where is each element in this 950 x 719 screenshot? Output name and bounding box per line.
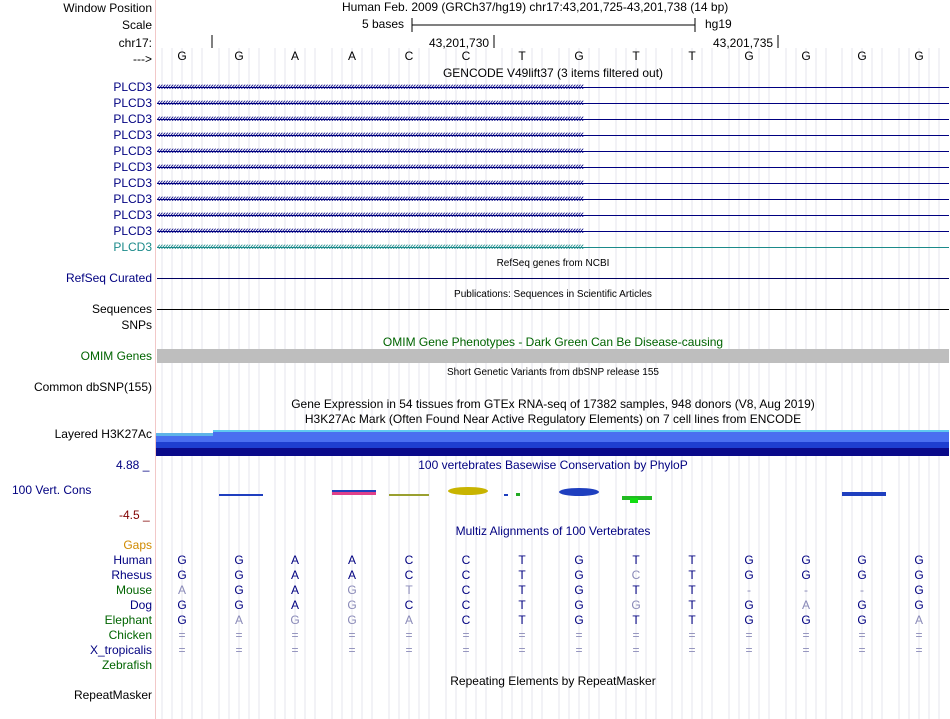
alignment-base: T [518, 613, 526, 627]
alignment-base: A [177, 583, 186, 597]
gencode-gene-label[interactable]: PLCD3 [113, 240, 152, 254]
alignment-base: = [518, 628, 526, 642]
alignment-base: A [234, 613, 243, 627]
alignment-base: G [631, 598, 641, 612]
alignment-base: G [914, 553, 924, 567]
alignment-base: = [518, 643, 526, 657]
alignment-base: = [235, 628, 243, 642]
alignment-base: G [574, 568, 584, 582]
gencode-gene-label[interactable]: PLCD3 [113, 80, 152, 94]
alignment-base: G [574, 553, 584, 567]
sequence-base: C [461, 49, 471, 63]
conservation-label[interactable]: 100 Vert. Cons [12, 483, 92, 497]
gencode-transcript[interactable]: ‹‹‹‹‹‹‹‹‹‹‹‹‹‹‹‹‹‹‹‹‹‹‹‹‹‹‹‹‹‹‹‹‹‹‹‹‹‹‹‹‹‹‹‹‹‹‹‹‹‹‹‹‹‹‹‹‹‹‹‹‹‹‹‹‹‹‹‹‹‹‹‹‹‹‹‹‹‹‹‹‹‹‹‹‹‹‹‹‹‹‹‹‹‹‹‹‹‹‹‹‹‹‹‹‹‹‹‹‹‹‹‹‹‹‹‹‹‹‹‹‹‹‹‹‹‹‹‹‹‹‹‹‹‹‹‹‹‹‹‹‹‹‹‹‹‹‹‹‹‹‹‹‹‹‹‹‹‹‹‹ [157, 161, 949, 174]
refseq-label[interactable]: RefSeq Curated [65, 271, 152, 285]
alignment-base: T [632, 583, 640, 597]
alignment-base: T [688, 583, 696, 597]
alignment-base: - [860, 583, 864, 597]
conservation-min: -4.5 _ [119, 508, 150, 522]
alignment-base: A [347, 553, 356, 567]
scale-assembly: hg19 [705, 17, 732, 31]
alignment-base: T [405, 583, 413, 597]
alignment-base: = [178, 628, 186, 642]
label-separator [155, 0, 156, 719]
alignment-base: T [518, 598, 526, 612]
alignment-base: G [801, 553, 811, 567]
gencode-transcript[interactable]: ‹‹‹‹‹‹‹‹‹‹‹‹‹‹‹‹‹‹‹‹‹‹‹‹‹‹‹‹‹‹‹‹‹‹‹‹‹‹‹‹‹‹‹‹‹‹‹‹‹‹‹‹‹‹‹‹‹‹‹‹‹‹‹‹‹‹‹‹‹‹‹‹‹‹‹‹‹‹‹‹‹‹‹‹‹‹‹‹‹‹‹‹‹‹‹‹‹‹‹‹‹‹‹‹‹‹‹‹‹‹‹‹‹‹‹‹‹‹‹‹‹‹‹‹‹‹‹‹‹‹‹‹‹‹‹‹‹‹‹‹‹‹‹‹‹‹‹‹‹‹‹‹‹‹‹‹‹‹‹‹ [157, 81, 949, 94]
alignment-base: - [747, 583, 751, 597]
gencode-transcript[interactable]: ‹‹‹‹‹‹‹‹‹‹‹‹‹‹‹‹‹‹‹‹‹‹‹‹‹‹‹‹‹‹‹‹‹‹‹‹‹‹‹‹‹‹‹‹‹‹‹‹‹‹‹‹‹‹‹‹‹‹‹‹‹‹‹‹‹‹‹‹‹‹‹‹‹‹‹‹‹‹‹‹‹‹‹‹‹‹‹‹‹‹‹‹‹‹‹‹‹‹‹‹‹‹‹‹‹‹‹‹‹‹‹‹‹‹‹‹‹‹‹‹‹‹‹‹‹‹‹‹‹‹‹‹‹‹‹‹‹‹‹‹‹‹‹‹‹‹‹‹‹‹‹‹‹‹‹‹‹‹‹‹ [157, 113, 949, 126]
alignment-base: G [347, 583, 357, 597]
gencode-gene-label[interactable]: PLCD3 [113, 128, 152, 142]
alignment-base: = [858, 643, 866, 657]
alignment-base: G [744, 568, 754, 582]
alignment-base: = [291, 643, 299, 657]
alignment-base: G [177, 598, 187, 612]
alignment-base: = [348, 628, 356, 642]
alignment-base: C [404, 553, 414, 567]
alignment-base: G [177, 568, 187, 582]
sequence-base: A [347, 49, 356, 63]
alignment-base: G [177, 613, 187, 627]
sequence-base: T [632, 49, 640, 63]
h3k27ac-label[interactable]: Layered H3K27Ac [54, 427, 152, 441]
alignment-base: A [914, 613, 923, 627]
alignment-base: = [688, 628, 696, 642]
alignment-base: C [461, 613, 471, 627]
sequence-base: C [404, 49, 414, 63]
sequence-base: T [518, 49, 526, 63]
alignment-base: G [857, 553, 867, 567]
alignment-base: G [234, 553, 244, 567]
alignment-base: G [234, 598, 244, 612]
alignment-base: = [575, 628, 583, 642]
coord-label-2: 43,201,735 [713, 36, 774, 50]
alignment-base: = [405, 628, 413, 642]
alignment-base: G [914, 598, 924, 612]
window-position-label: Window Position [63, 1, 152, 15]
alignment-base: = [688, 643, 696, 657]
window-position-text: Human Feb. 2009 (GRCh37/hg19) chr17:43,201,725-43,201,738 (14 bp) [342, 0, 729, 14]
alignment-base: G [857, 598, 867, 612]
species-label[interactable]: Rhesus [111, 568, 152, 582]
alignment-base: = [915, 643, 923, 657]
sequence-base: A [290, 49, 299, 63]
gencode-gene-label[interactable]: PLCD3 [113, 96, 152, 110]
sequence-base: T [688, 49, 696, 63]
alignment-base: - [804, 583, 808, 597]
gencode-transcript[interactable]: ‹‹‹‹‹‹‹‹‹‹‹‹‹‹‹‹‹‹‹‹‹‹‹‹‹‹‹‹‹‹‹‹‹‹‹‹‹‹‹‹‹‹‹‹‹‹‹‹‹‹‹‹‹‹‹‹‹‹‹‹‹‹‹‹‹‹‹‹‹‹‹‹‹‹‹‹‹‹‹‹‹‹‹‹‹‹‹‹‹‹‹‹‹‹‹‹‹‹‹‹‹‹‹‹‹‹‹‹‹‹‹‹‹‹‹‹‹‹‹‹‹‹‹‹‹‹‹‹‹‹‹‹‹‹‹‹‹‹‹‹‹‹‹‹‹‹‹‹‹‹‹‹‹‹‹‹‹‹‹‹ [157, 129, 949, 142]
sequence-base: G [744, 49, 754, 63]
gencode-transcript[interactable]: ‹‹‹‹‹‹‹‹‹‹‹‹‹‹‹‹‹‹‹‹‹‹‹‹‹‹‹‹‹‹‹‹‹‹‹‹‹‹‹‹‹‹‹‹‹‹‹‹‹‹‹‹‹‹‹‹‹‹‹‹‹‹‹‹‹‹‹‹‹‹‹‹‹‹‹‹‹‹‹‹‹‹‹‹‹‹‹‹‹‹‹‹‹‹‹‹‹‹‹‹‹‹‹‹‹‹‹‹‹‹‹‹‹‹‹‹‹‹‹‹‹‹‹‹‹‹‹‹‹‹‹‹‹‹‹‹‹‹‹‹‹‹‹‹‹‹‹‹‹‹‹‹‹‹‹‹‹‹‹‹ [157, 193, 949, 206]
alignment-base: G [177, 553, 187, 567]
alignment-base: G [857, 568, 867, 582]
alignment-base: C [461, 583, 471, 597]
publications-label[interactable]: Sequences [91, 302, 152, 316]
sequence-base: G [914, 49, 924, 63]
gencode-gene-label[interactable]: PLCD3 [113, 224, 152, 238]
species-label[interactable]: Mouse [115, 583, 152, 597]
gencode-transcript[interactable]: ‹‹‹‹‹‹‹‹‹‹‹‹‹‹‹‹‹‹‹‹‹‹‹‹‹‹‹‹‹‹‹‹‹‹‹‹‹‹‹‹‹‹‹‹‹‹‹‹‹‹‹‹‹‹‹‹‹‹‹‹‹‹‹‹‹‹‹‹‹‹‹‹‹‹‹‹‹‹‹‹‹‹‹‹‹‹‹‹‹‹‹‹‹‹‹‹‹‹‹‹‹‹‹‹‹‹‹‹‹‹‹‹‹‹‹‹‹‹‹‹‹‹‹‹‹‹‹‹‹‹‹‹‹‹‹‹‹‹‹‹‹‹‹‹‹‹‹‹‹‹‹‹‹‹‹‹‹‹‹‹ [157, 209, 949, 222]
alignment-base: G [914, 583, 924, 597]
dbsnp-title[interactable]: Short Genetic Variants from dbSNP release 155 [447, 367, 659, 378]
tick-mark [210, 34, 214, 50]
alignment-base: G [857, 613, 867, 627]
h3k27ac-title[interactable]: H3K27Ac Mark (Often Found Near Active Regulatory Elements) on 7 cell lines from ENCODE [304, 412, 802, 426]
tick-mark [492, 34, 496, 50]
omim-label[interactable]: OMIM Genes [80, 349, 152, 363]
alignment-base: = [405, 643, 413, 657]
scale-text: 5 bases [362, 17, 405, 31]
gencode-title[interactable]: GENCODE V49lift37 (3 items filtered out) [442, 66, 664, 80]
omim-gene-bar[interactable] [157, 349, 949, 363]
tick-mark [776, 34, 780, 50]
gencode-gene-label[interactable]: PLCD3 [113, 144, 152, 158]
h3k27ac-signal[interactable] [156, 429, 949, 456]
alignment-base: = [915, 628, 923, 642]
alignment-base: = [178, 643, 186, 657]
alignment-base: T [688, 613, 696, 627]
alignment-base: G [347, 613, 357, 627]
alignment-base: A [290, 553, 299, 567]
alignment-base: = [575, 643, 583, 657]
scale-bar [410, 16, 700, 34]
omim-title[interactable]: OMIM Gene Phenotypes - Dark Green Can Be Disease-causing [382, 335, 724, 349]
gencode-transcript[interactable]: ‹‹‹‹‹‹‹‹‹‹‹‹‹‹‹‹‹‹‹‹‹‹‹‹‹‹‹‹‹‹‹‹‹‹‹‹‹‹‹‹‹‹‹‹‹‹‹‹‹‹‹‹‹‹‹‹‹‹‹‹‹‹‹‹‹‹‹‹‹‹‹‹‹‹‹‹‹‹‹‹‹‹‹‹‹‹‹‹‹‹‹‹‹‹‹‹‹‹‹‹‹‹‹‹‹‹‹‹‹‹‹‹‹‹‹‹‹‹‹‹‹‹‹‹‹‹‹‹‹‹‹‹‹‹‹‹‹‹‹‹‹‹‹‹‹‹‹‹‹‹‹‹‹‹‹‹‹‹‹‹ [157, 145, 949, 158]
sequence-direction-label: ---> [133, 52, 152, 66]
alignment-base: G [744, 553, 754, 567]
alignment-base: G [234, 568, 244, 582]
conservation-title[interactable]: 100 vertebrates Basewise Conservation by PhyloP [418, 458, 688, 472]
sequence-base: G [177, 49, 187, 63]
alignment-base: T [518, 553, 526, 567]
alignment-base: T [688, 568, 696, 582]
alignment-base: A [290, 568, 299, 582]
alignment-base: C [404, 598, 414, 612]
gtex-title[interactable]: Gene Expression in 54 tissues from GTEx RNA-seq of 17382 samples, 948 donors (V8, Aug 2019) [291, 397, 815, 411]
alignment-base: T [632, 553, 640, 567]
sequence-base: G [857, 49, 867, 63]
alignment-base: A [290, 598, 299, 612]
scale-label: Scale [121, 18, 152, 32]
alignment-base: = [462, 643, 470, 657]
alignment-base: G [574, 613, 584, 627]
alignment-base: A [801, 598, 810, 612]
gencode-gene-label[interactable]: PLCD3 [113, 112, 152, 126]
gencode-transcript[interactable]: ‹‹‹‹‹‹‹‹‹‹‹‹‹‹‹‹‹‹‹‹‹‹‹‹‹‹‹‹‹‹‹‹‹‹‹‹‹‹‹‹‹‹‹‹‹‹‹‹‹‹‹‹‹‹‹‹‹‹‹‹‹‹‹‹‹‹‹‹‹‹‹‹‹‹‹‹‹‹‹‹‹‹‹‹‹‹‹‹‹‹‹‹‹‹‹‹‹‹‹‹‹‹‹‹‹‹‹‹‹‹‹‹‹‹‹‹‹‹‹‹‹‹‹‹‹‹‹‹‹‹‹‹‹‹‹‹‹‹‹‹‹‹‹‹‹‹‹‹‹‹‹‹‹‹‹‹‹‹‹‹ [157, 241, 949, 254]
gencode-gene-label[interactable]: PLCD3 [113, 192, 152, 206]
snps-label[interactable]: SNPs [121, 318, 152, 332]
alignment-base: = [348, 643, 356, 657]
sequence-base: G [801, 49, 811, 63]
alignment-base: G [744, 613, 754, 627]
alignment-base: = [235, 643, 243, 657]
sequence-base: G [574, 49, 584, 63]
refseq-line [157, 278, 949, 279]
alignment-base: T [688, 553, 696, 567]
alignment-base: = [802, 628, 810, 642]
gencode-transcript[interactable]: ‹‹‹‹‹‹‹‹‹‹‹‹‹‹‹‹‹‹‹‹‹‹‹‹‹‹‹‹‹‹‹‹‹‹‹‹‹‹‹‹‹‹‹‹‹‹‹‹‹‹‹‹‹‹‹‹‹‹‹‹‹‹‹‹‹‹‹‹‹‹‹‹‹‹‹‹‹‹‹‹‹‹‹‹‹‹‹‹‹‹‹‹‹‹‹‹‹‹‹‹‹‹‹‹‹‹‹‹‹‹‹‹‹‹‹‹‹‹‹‹‹‹‹‹‹‹‹‹‹‹‹‹‹‹‹‹‹‹‹‹‹‹‹‹‹‹‹‹‹‹‹‹‹‹‹‹‹‹‹‹ [157, 97, 949, 110]
refseq-title[interactable]: RefSeq genes from NCBI [496, 258, 610, 269]
gaps-label[interactable]: Gaps [123, 538, 152, 552]
sequence-base: G [234, 49, 244, 63]
species-label[interactable]: Dog [129, 598, 152, 612]
multiz-title[interactable]: Multiz Alignments of 100 Vertebrates [455, 524, 651, 538]
gencode-gene-label[interactable]: PLCD3 [113, 208, 152, 222]
repeatmasker-title[interactable]: Repeating Elements by RepeatMasker [450, 674, 656, 688]
alignment-base: T [688, 598, 696, 612]
alignment-base: C [404, 568, 414, 582]
alignment-base: C [631, 568, 641, 582]
alignment-base: C [461, 568, 471, 582]
alignment-base: A [347, 568, 356, 582]
repeatmasker-label[interactable]: RepeatMasker [73, 688, 152, 702]
alignment-base: = [745, 628, 753, 642]
alignment-base: G [744, 598, 754, 612]
alignment-base: T [518, 568, 526, 582]
alignment-base: G [801, 613, 811, 627]
alignment-base: A [290, 583, 299, 597]
publications-line [157, 309, 949, 310]
species-label[interactable]: Human [113, 553, 152, 567]
alignment-base: A [404, 613, 413, 627]
gencode-transcript[interactable]: ‹‹‹‹‹‹‹‹‹‹‹‹‹‹‹‹‹‹‹‹‹‹‹‹‹‹‹‹‹‹‹‹‹‹‹‹‹‹‹‹‹‹‹‹‹‹‹‹‹‹‹‹‹‹‹‹‹‹‹‹‹‹‹‹‹‹‹‹‹‹‹‹‹‹‹‹‹‹‹‹‹‹‹‹‹‹‹‹‹‹‹‹‹‹‹‹‹‹‹‹‹‹‹‹‹‹‹‹‹‹‹‹‹‹‹‹‹‹‹‹‹‹‹‹‹‹‹‹‹‹‹‹‹‹‹‹‹‹‹‹‹‹‹‹‹‹‹‹‹‹‹‹‹‹‹‹‹‹‹‹ [157, 225, 949, 238]
alignment-base: = [632, 643, 640, 657]
alignment-base: T [632, 613, 640, 627]
conservation-max: 4.88 _ [116, 458, 150, 472]
alignment-base: = [632, 628, 640, 642]
alignment-base: = [462, 628, 470, 642]
species-label[interactable]: Elephant [104, 613, 152, 627]
gencode-gene-label[interactable]: PLCD3 [113, 160, 152, 174]
alignment-base: = [291, 628, 299, 642]
dbsnp-label[interactable]: Common dbSNP(155) [33, 380, 152, 394]
alignment-base: C [461, 598, 471, 612]
alignment-base: G [290, 613, 300, 627]
alignment-base: = [745, 643, 753, 657]
alignment-base: G [574, 598, 584, 612]
alignment-base: G [914, 568, 924, 582]
gencode-transcript[interactable]: ‹‹‹‹‹‹‹‹‹‹‹‹‹‹‹‹‹‹‹‹‹‹‹‹‹‹‹‹‹‹‹‹‹‹‹‹‹‹‹‹‹‹‹‹‹‹‹‹‹‹‹‹‹‹‹‹‹‹‹‹‹‹‹‹‹‹‹‹‹‹‹‹‹‹‹‹‹‹‹‹‹‹‹‹‹‹‹‹‹‹‹‹‹‹‹‹‹‹‹‹‹‹‹‹‹‹‹‹‹‹‹‹‹‹‹‹‹‹‹‹‹‹‹‹‹‹‹‹‹‹‹‹‹‹‹‹‹‹‹‹‹‹‹‹‹‹‹‹‹‹‹‹‹‹‹‹‹‹‹‹ [157, 177, 949, 190]
species-label[interactable]: Chicken [108, 628, 152, 642]
species-label[interactable]: X_tropicalis [89, 643, 152, 657]
chrom-label: chr17: [118, 36, 152, 50]
alignment-base: G [234, 583, 244, 597]
alignment-base: T [518, 583, 526, 597]
alignment-base: G [574, 583, 584, 597]
alignment-base: = [858, 628, 866, 642]
conservation-logo[interactable] [156, 484, 949, 508]
species-label[interactable]: Zebrafish [101, 658, 152, 672]
gencode-gene-label[interactable]: PLCD3 [113, 176, 152, 190]
alignment-base: G [347, 598, 357, 612]
publications-title[interactable]: Publications: Sequences in Scientific Articles [454, 289, 652, 300]
alignment-base: G [801, 568, 811, 582]
alignment-base: C [461, 553, 471, 567]
coord-label-1: 43,201,730 [429, 36, 490, 50]
alignment-base: = [802, 643, 810, 657]
